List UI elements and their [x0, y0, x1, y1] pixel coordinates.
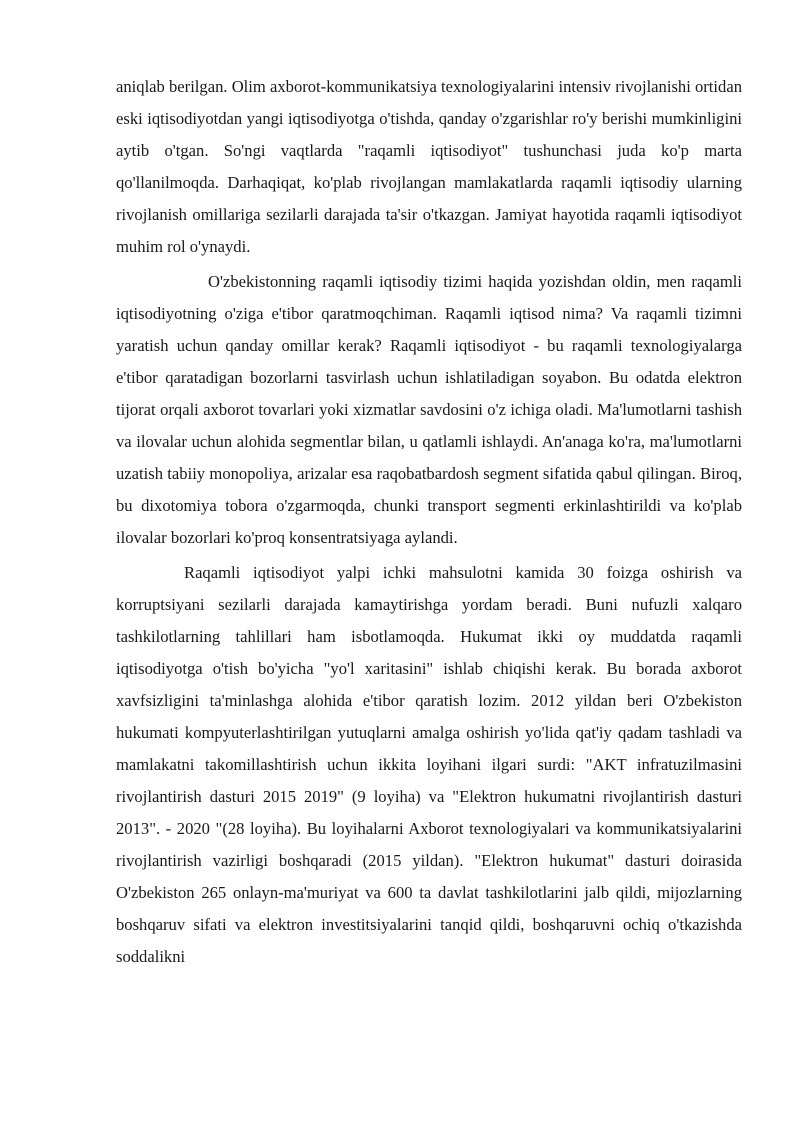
paragraph-1: aniqlab berilgan. Olim axborot-kommunikatsiya texnologiyalarini intensiv rivojlanishi ortidan eski iqtisodiyotdan yangi iqtisodiyotga o'tishda, qanday o'zgarishlar ro'y berishi mumkinligini aytib o'tgan. So'ngi vaqtlarda "raqamli iqtisodiyot" tushunchasi juda ko'p marta qo'llanilmoqda. Darhaqiqat, ko'plab rivojlangan mamlakatlarda raqamli iqtisodiy ularning rivojlanish omillariga sezilarli darajada ta'sir o'tkazgan. Jamiyat hayotida raqamli iqtisodiyot muhim rol o'ynaydi. [116, 77, 742, 256]
paragraph-2: O'zbekistonning raqamli iqtisodiy tizimi haqida yozishdan oldin, men raqamli iqtisodiyotning o'ziga e'tibor qaratmoqchiman. Raqamli iqtisod nima? Va raqamli tizimni yaratish uchun qanday omillar kerak? Raqamli iqtisodiyot - bu raqamli texnologiyalarga e'tibor qaratadigan bozorlarni tasvirlash uchun ishlatiladigan soyabon. Bu odatda elektron tijorat orqali axborot tovarlari yoki xizmatlar savdosini o'z ichiga oladi. Ma'lumotlarni tashish va ilovalar uchun alohida segmentlar bilan, u qatlamli ishlaydi. An'anaga ko'ra, ma'lumotlarni uzatish tabiiy monopoliya, arizalar esa raqobatbardosh segment sifatida qabul qilingan. Biroq, bu dixotomiya tobora o'zgarmoqda, chunki transport segmenti erkinlashtirildi va ko'plab ilovalar bozorlari ko'proq konsentratsiyaga aylandi. [116, 272, 742, 547]
document-page [116, 71, 742, 973]
paragraph-3: Raqamli iqtisodiyot yalpi ichki mahsulotni kamida 30 foizga oshirish va korruptsiyani sezilarli darajada kamaytirishga yordam beradi. Buni nufuzli xalqaro tashkilotlarning tahlillari ham isbotlamoqda. Hukumat ikki oy muddatda raqamli iqtisodiyotga o'tish bo'yicha "yo'l xaritasini" ishlab chiqishi kerak. Bu borada axborot xavfsizligini ta'minlashga alohida e'tibor qaratish lozim. 2012 yildan beri O'zbekiston hukumati kompyuterlashtirilgan yutuqlarni amalga oshirish yo'lida qat'iy qadam tashladi va mamlakatni takomillashtirish uchun ikkita loyihani ilgari surdi: "AKT infratuzilmasini rivojlantirish dasturi 2015 2019" (9 loyiha) va "Elektron hukumatni rivojlantirish dasturi 2013". - 2020 "(28 loyiha). Bu loyihalarni Axborot texnologiyalari va kommunikatsiyalarini rivojlantirish vazirligi boshqaradi (2015 yildan). "Elektron hukumat" dasturi doirasida O'zbekiston 265 onlayn-ma'muriyat va 600 ta davlat tashkilotlarini jalb qildi, mijozlarning boshqaruv sifati va elektron investitsiyalarini tanqid qildi, boshqaruvni ochiq o'tkazishda soddalikni [116, 563, 742, 966]
